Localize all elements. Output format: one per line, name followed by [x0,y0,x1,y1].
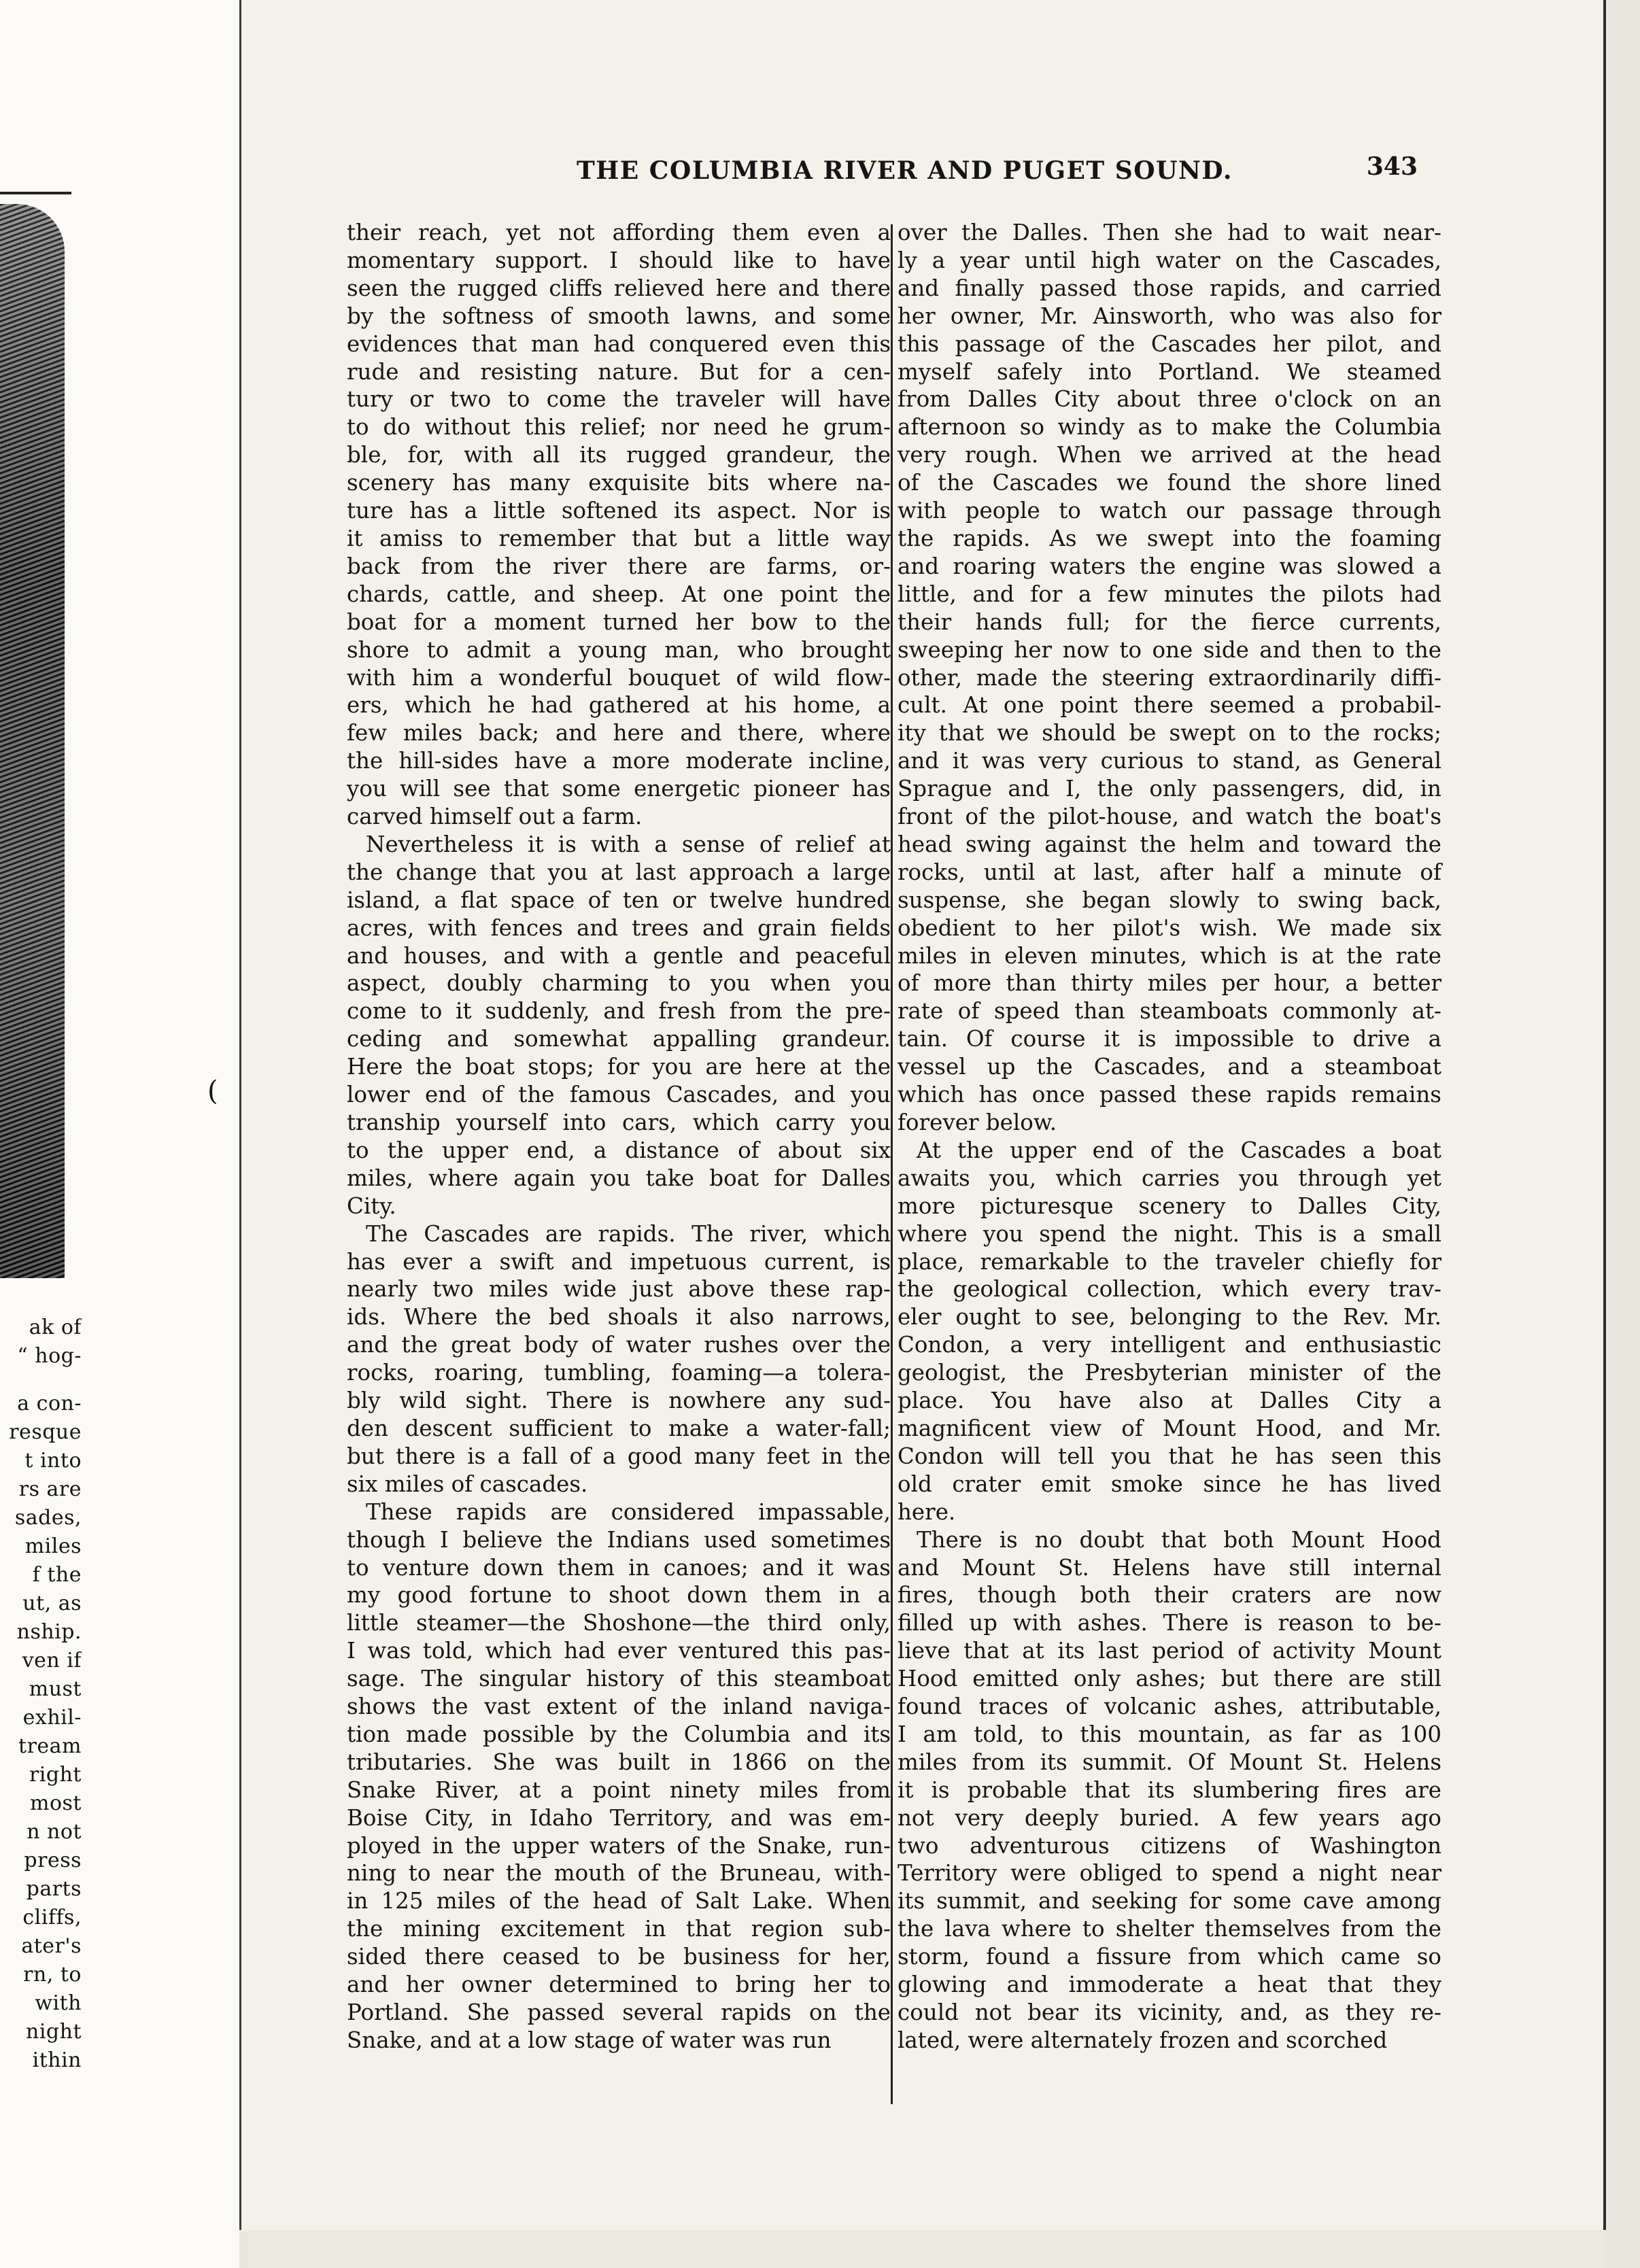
text-line: Territory were obliged to spend a night near [898,1860,1441,1887]
text-line: and roaring waters the engine was slowed a [898,553,1441,579]
text-line: ture has a little softened its aspect. Nor is [347,498,891,524]
text-line: by the softness of smooth lawns, and some [347,303,891,329]
paragraph [898,1526,1441,2055]
text-line: front of the pilot-house, and watch the boat's [898,804,1441,830]
text-line: lieve that at its last period of activity Mount [898,1638,1441,1664]
text-line: sage. The singular history of this steamboat [347,1666,891,1692]
text-line: here. [898,1498,956,1525]
previous-page-line: rn, to [23,1963,82,1987]
text-line: scenery has many exquisite bits where na- [347,470,891,496]
text-column-right [898,219,1441,2055]
text-line: miles in eleven minutes, which is at the rate [898,942,1441,969]
text-line: bly wild sight. There is nowhere any sud- [347,1388,891,1414]
text-line: found traces of volcanic ashes, attributable, [898,1694,1441,1720]
previous-page-text-fragments [0,1313,82,2075]
text-column-left [347,219,891,2055]
text-line: two adventurous citizens of Washington [898,1832,1441,1859]
text-line: tranship yourself into cars, which carry you [347,1110,891,1135]
text-line: her owner, Mr. Ainsworth, who was also for [898,303,1441,329]
page-header [337,152,1431,193]
text-line: island, a flat space of ten or twelve hundred [347,887,891,913]
text-line: to venture down them in canoes; and it was [347,1554,891,1581]
previous-page-line: ithin [32,2048,82,2072]
text-line: more picturesque scenery to Dalles City, [898,1192,1441,1219]
text-line: suspense, she began slowly to swing back, [898,887,1441,913]
text-line: head swing against the helm and toward the [898,831,1441,857]
paragraph [347,1220,891,1498]
text-line: magnificent view of Mount Hood, and Mr. [898,1415,1441,1441]
previous-page-line: miles [24,1534,82,1558]
text-line: fires, though both their craters are now [898,1582,1441,1609]
previous-page-line: ven if [22,1649,82,1672]
previous-page-line: sades, [14,1506,82,1530]
previous-page-line: parts [26,1877,82,1901]
text-line: back from the river there are farms, or- [347,553,891,579]
text-line: shows the vast extent of the inland naviga- [347,1694,891,1720]
text-line: it amiss to remember that but a little way [347,525,891,551]
text-line: but there is a fall of a good many feet in the [347,1443,891,1469]
text-line: and the great body of water rushes over the [347,1332,891,1358]
previous-page-line: f the [32,1563,82,1587]
running-title: THE COLUMBIA RIVER AND PUGET SOUND. [577,156,1233,185]
previous-page-line: right [29,1763,82,1787]
text-line: These rapids are considered impassable, [366,1498,891,1525]
text-line: chards, cattle, and sheep. At one point the [347,581,891,607]
text-line: ployed in the upper waters of the Snake, run- [347,1832,891,1859]
text-line: I was told, which had ever ventured this pas- [347,1638,891,1664]
text-line: ids. Where the bed shoals it also narrows, [347,1304,891,1330]
text-line: obedient to her pilot's wish. We made six [898,914,1441,941]
previous-page-line: night [26,2020,82,2044]
text-line: ly a year until high water on the Cascades, [898,247,1441,273]
text-line: it is probable that its slumbering fires are [898,1776,1441,1803]
text-line: little, and for a few minutes the pilots had [898,581,1441,607]
text-line: tury or two to come the traveler will have [347,386,891,413]
paragraph [347,831,891,1220]
text-line: lated, were alternately frozen and scorched [898,2027,1388,2053]
text-line: few miles back; and here and there, where [347,720,891,746]
text-line: to do without this relief; nor need he grum- [347,414,891,441]
text-line: six miles of cascades. [347,1471,588,1497]
text-line: miles from its summit. Of Mount St. Helens [898,1749,1441,1775]
text-line: lower end of the famous Cascades, and you [347,1082,891,1108]
text-line: in 125 miles of the head of Salt Lake. When [347,1888,891,1914]
page-edge [1603,0,1640,2268]
text-line: Boise City, in Idaho Territory, and was em- [347,1804,891,1831]
text-line: and houses, and with a gentle and peaceful [347,942,891,969]
text-line: the rapids. As we swept into the foaming [898,525,1441,551]
text-line: with him a wonderful bouquet of wild flow- [347,664,891,691]
text-line: tain. Of course it is impossible to drive a [898,1026,1441,1052]
text-line: rude and resisting nature. But for a cen- [347,358,891,385]
text-line: den descent sufficient to make a water-fall; [347,1415,891,1441]
text-line: Condon will tell you that he has seen this [898,1443,1441,1469]
text-line: old crater emit smoke since he has lived [898,1471,1441,1497]
text-line: I am told, to this mountain, as far as 100 [898,1721,1441,1747]
text-line: Condon, a very intelligent and enthusiastic [898,1332,1441,1358]
text-line: carved himself out a farm. [347,804,643,830]
text-line: The Cascades are rapids. The river, which [366,1220,891,1247]
text-line: which has once passed these rapids remains [898,1082,1441,1108]
previous-page-line: most [30,1791,82,1815]
text-line: aspect, doubly charming to you when you [347,970,891,997]
text-line: nearly two miles wide just above these rap- [347,1276,891,1303]
text-line: storm, found a fissure from which came so [898,1944,1441,1970]
text-line: cult. At one point there seemed a probabil- [898,692,1441,719]
text-line: very rough. When we arrived at the head [898,442,1441,468]
text-line: the mining excitement in that region sub- [347,1916,891,1942]
previous-page-line: must [29,1677,82,1701]
text-line: not very deeply buried. A few years ago [898,1804,1441,1831]
text-line: my good fortune to shoot down them in a [347,1582,891,1609]
previous-page-engraving [0,204,65,1278]
text-line: seen the rugged cliffs relieved here and there [347,275,891,301]
text-line: has ever a swift and impetuous current, is [347,1248,891,1275]
text-line: ity that we should be swept on to the rocks; [898,720,1441,746]
text-line: rocks, roaring, tumbling, foaming—a tolera- [347,1360,891,1386]
text-line: glowing and immoderate a heat that they [898,1972,1441,1998]
page-bottom-edge [239,2230,1606,2268]
previous-page-rule [0,192,71,194]
text-line: miles, where again you take boat for Dalles [347,1165,891,1191]
text-line: vessel up the Cascades, and a steamboat [898,1054,1441,1080]
previous-page-line: with [35,1991,82,2015]
text-line: and finally passed those rapids, and carried [898,275,1441,301]
text-line: over the Dalles. Then she had to wait near- [898,220,1441,245]
text-line: and her owner determined to bring her to [347,1972,891,1998]
text-line: Portland. She passed several rapids on the [347,1999,891,2025]
text-line: could not bear its vicinity, and, as they re- [898,1999,1441,2025]
text-line: Hood emitted only ashes; but there are still [898,1666,1441,1692]
text-line: eler ought to see, belonging to the Rev. Mr. [898,1304,1441,1330]
text-line: the change that you at last approach a large [347,859,891,885]
previous-page-line: ut, as [22,1592,82,1615]
previous-page-line: resque [9,1420,82,1444]
text-line: myself safely into Portland. We steamed [898,358,1441,385]
previous-page-line: press [24,1849,82,1872]
text-line: its summit, and seeking for some cave among [898,1888,1441,1914]
text-line: awaits you, which carries you through yet [898,1165,1441,1191]
text-line: where you spend the night. This is a small [898,1220,1441,1247]
text-line: of more than thirty miles per hour, a better [898,970,1441,997]
text-line: There is no doubt that both Mount Hood [917,1526,1441,1553]
text-line: place, remarkable to the traveler chiefly for [898,1248,1441,1275]
text-line: ceding and somewhat appalling grandeur. [347,1026,891,1052]
text-line: the lava where to shelter themselves from the [898,1916,1441,1942]
text-line: their hands full; for the fierce currents, [898,608,1441,635]
text-line: rocks, until at last, after half a minute of [898,859,1441,885]
text-line: City. [347,1192,396,1219]
text-line: you will see that some energetic pioneer has [347,776,891,802]
previous-page-line: n not [27,1820,82,1844]
text-line: Sprague and I, the only passengers, did, in [898,776,1441,802]
text-line: ers, which he had gathered at his home, a [347,692,891,719]
text-line: forever below. [898,1110,1057,1135]
text-line: Here the boat stops; for you are here at the [347,1054,891,1080]
text-line: from Dalles City about three o'clock on an [898,386,1441,413]
previous-page-line: a con- [17,1392,82,1415]
text-line: the geological collection, which every trav- [898,1276,1441,1303]
text-line: place. You have also at Dalles City a [898,1388,1441,1414]
text-line: with people to watch our passage through [898,498,1441,524]
paragraph [898,1137,1441,1526]
paragraph [898,219,1441,1137]
paragraph [347,219,891,831]
page-number: 343 [1366,152,1418,181]
margin-mark: ( [207,1076,218,1107]
previous-page-line: rs are [18,1477,82,1501]
text-line: boat for a moment turned her bow to the [347,608,891,635]
text-line: ble, for, with all its rugged grandeur, the [347,442,891,468]
text-line: geologist, the Presbyterian minister of the [898,1360,1441,1386]
text-line: Snake River, at a point ninety miles from [347,1776,891,1803]
text-line: of the Cascades we found the shore lined [898,470,1441,496]
text-line: afternoon so windy as to make the Columbia [898,414,1441,441]
previous-page-line: ak of [29,1316,82,1339]
text-line: shore to admit a young man, who brought [347,636,891,663]
text-line: sided there ceased to be business for her, [347,1944,891,1970]
text-line: and Mount St. Helens have still internal [898,1554,1441,1581]
text-line: Nevertheless it is with a sense of relief at [366,831,891,857]
text-line: though I believe the Indians used sometimes [347,1526,891,1553]
previous-page-line: nship. [16,1620,82,1644]
text-line: other, made the steering extraordinarily diffi- [898,664,1441,691]
text-line: At the upper end of the Cascades a boat [917,1137,1441,1163]
text-line: evidences that man had conquered even this [347,330,891,357]
text-line: ning to near the mouth of the Bruneau, with- [347,1860,891,1887]
previous-page-line: exhil- [22,1706,82,1730]
previous-page [0,0,241,2268]
text-line: the hill-sides have a more moderate incline, [347,748,891,774]
text-line: little steamer—the Shoshone—the third only, [347,1610,891,1636]
text-line: filled up with ashes. There is reason to be- [898,1610,1441,1636]
text-line: come to it suddenly, and fresh from the pre- [347,998,891,1025]
previous-page-line: cliffs, [22,1906,82,1929]
text-line: Snake, and at a low stage of water was run [347,2027,832,2053]
text-line: momentary support. I should like to have [347,247,891,273]
paragraph [347,1498,891,2055]
text-line: this passage of the Cascades her pilot, and [898,330,1441,357]
text-line: acres, with fences and trees and grain fields [347,914,891,941]
previous-page-line: t into [24,1449,82,1473]
text-line: tion made possible by the Columbia and its [347,1721,891,1747]
text-line: tributaries. She was built in 1866 on the [347,1749,891,1775]
text-line: sweeping her now to one side and then to the [898,636,1441,663]
column-divider [891,224,893,2104]
previous-page-line: ater's [21,1934,82,1958]
previous-page-line: tream [18,1734,82,1758]
text-line: and it was very curious to stand, as General [898,748,1441,774]
text-line: their reach, yet not affording them even a [347,220,891,245]
text-line: to the upper end, a distance of about six [347,1137,891,1163]
previous-page-line: “ hog- [17,1344,82,1368]
text-line: rate of speed than steamboats commonly at- [898,998,1441,1025]
